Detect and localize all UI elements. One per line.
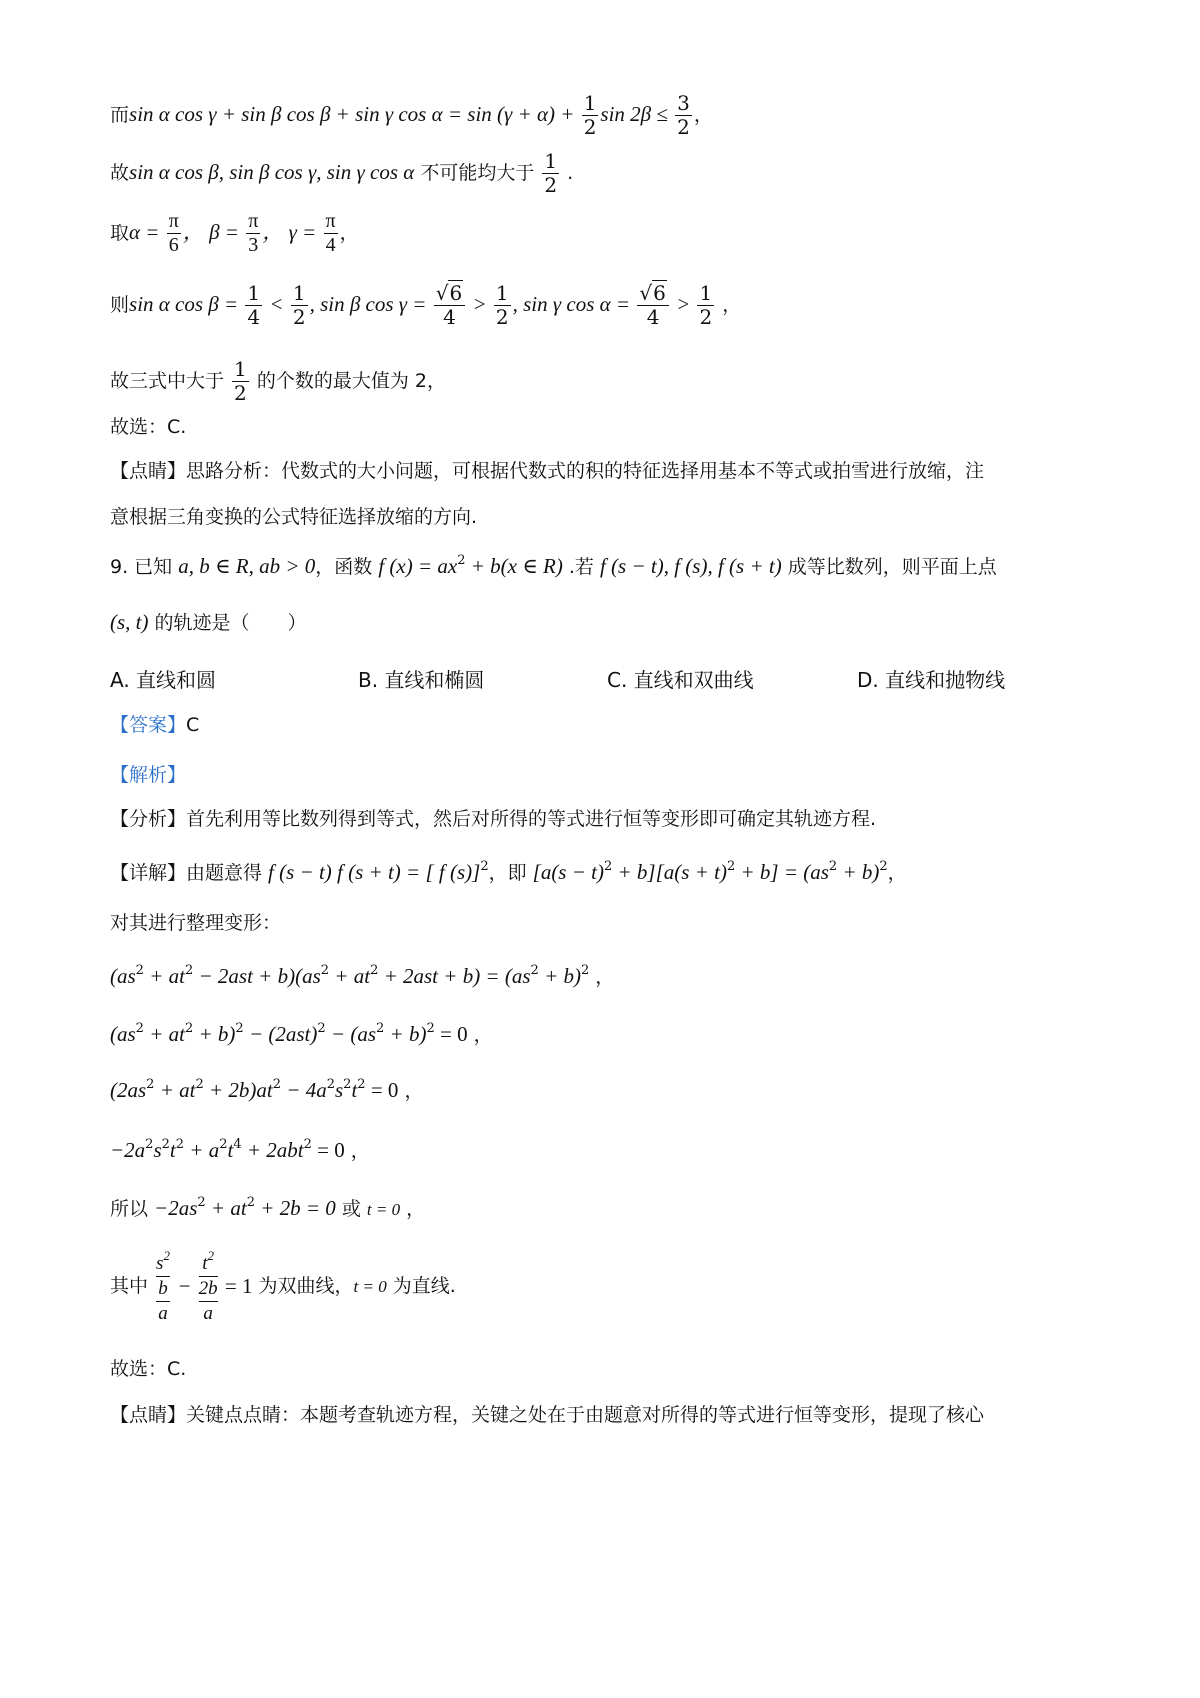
stacked-fraction: $t^2$ 2b a [198,1248,218,1324]
note-line-1: 【点睛】思路分析：代数式的大小问题，可根据代数式的积的特征选择用基本不等式或拍雪进行放缩，注 [110,460,985,482]
option-b[interactable]: B. 直线和椭圆 [358,668,485,692]
fraction: $\frac{3}{2}$ [677,91,690,139]
equation-6: 其中 $s^2$ b a − $t^2$ 2b a = 1 为双曲线，t = 0 为直线. [110,1248,456,1324]
equation-2: $(as^2 + at^2 + b)^2 - (2ast)^2 - (as^2 + b)^2 = 0$ ， [110,1021,493,1046]
solution-line-3: 取α = $\frac{\pi}{6}$ ， β = $\frac{\pi}{3}$ ， γ = $\frac{\pi}{4}$ ， [110,210,359,256]
fraction: $\frac{√6}{4}$ [434,282,465,329]
answer-line [110,716,199,735]
detail-line-1: 【详解】由题意得 f (s − t) f (s + t) = [ f (s)]$^2$，即 $[a(s - t)^2 + b][a(s + t)^2 + b] = (as^2 + b)^2$， [110,859,907,884]
solution-line-1: 而sin α cos γ + sin β cos β + sin γ cos α = sin (γ + α) + $\frac{1}{2}$ sin 2β ≤ $\frac{3}{2}$ ， [110,91,713,139]
equation-5: 所以 $-2as^2 + at^2 + 2b = 0$ 或 t = 0 ， [110,1195,426,1220]
fraction: $\frac{1}{2}$ [544,149,558,197]
option-d[interactable]: D. 直线和抛物线 [857,668,1006,692]
equation-3: $(2as^2 + at^2 + 2b)at^2 - 4a^2s^2t^2 = 0$ ， [110,1077,424,1102]
final-select: 故选：C. [110,1358,187,1380]
equation-1: $(as^2 + at^2 - 2ast + b)(as^2 + at^2 + 2ast + b) = (as^2 + b)^2$ ， [110,963,615,988]
select-line: 故选：C. [110,416,187,438]
analysis-summary: 【分析】首先利用等比数列得到等式，然后对所得的等式进行恒等变形即可确定其轨迹方程. [110,808,877,830]
transform-intro: 对其进行整理变形： [110,912,282,934]
analysis-label: 【解析】 [110,764,187,786]
final-note: 【点睛】关键点点睛：本题考查轨迹方程，关键之处在于由题意对所得的等式进行恒等变形，提现了核心 [110,1404,985,1426]
solution-line-5: 故三式中大于 $\frac{1}{2}$ 的个数的最大值为 2， [110,357,446,405]
fraction: $\frac{1}{2}$ [583,91,597,139]
question-9-line-1: 9. 已知 a, b ∈ R, ab > 0，函数 f $(x) = ax^2 + b(x$ ∈ R) .若 f (s − t), f (s), f (s + t) 成等比数列，则平面上点 [110,553,997,578]
option-a[interactable]: A. 直线和圆 [110,668,217,692]
fraction: $\frac{1}{2}$ [292,281,306,329]
solution-line-2: 故sin α cos β, sin β cos γ, sin γ cos α 不可能均大于 $\frac{1}{2}$ . [110,149,574,197]
option-c[interactable]: C. 直线和双曲线 [607,668,754,692]
question-9-line-2: (s, t) 的轨迹是（ ） [110,610,307,634]
fraction: $\frac{1}{2}$ [495,281,509,329]
fraction: $\frac{1}{4}$ [247,281,261,329]
fraction: $\frac{\pi}{3}$ [248,210,259,256]
formula: sin α cos γ + sin β cos β + sin γ cos α = sin (γ + α) + [129,102,580,126]
fraction: $\frac{\pi}{4}$ [325,210,336,256]
fraction: $\frac{1}{2}$ [699,281,713,329]
stacked-fraction: $s^2$ b a [156,1248,170,1324]
equation-4: $-2a^2s^2t^2 + a^2t^4 + 2abt^2 = 0$ ， [110,1137,370,1162]
answer-label: 【答案】 [110,714,187,736]
solution-line-4: 则sin α cos β = $\frac{1}{4}$ < $\frac{1}{2}$ , sin β cos γ = $\frac{√6}{4}$ > $\frac{1}{2}$ , sin γ cos α = $\frac{√6}{4}$ > $\frac{1}{2}$ ， [110,281,742,329]
answer-value: C [186,714,200,736]
fraction: $\frac{√6}{4}$ [637,282,668,329]
note-line-2: 意根据三角变换的公式特征选择放缩的方向. [110,506,478,528]
fraction: $\frac{1}{2}$ [234,357,247,405]
fraction: $\frac{\pi}{6}$ [168,210,179,256]
